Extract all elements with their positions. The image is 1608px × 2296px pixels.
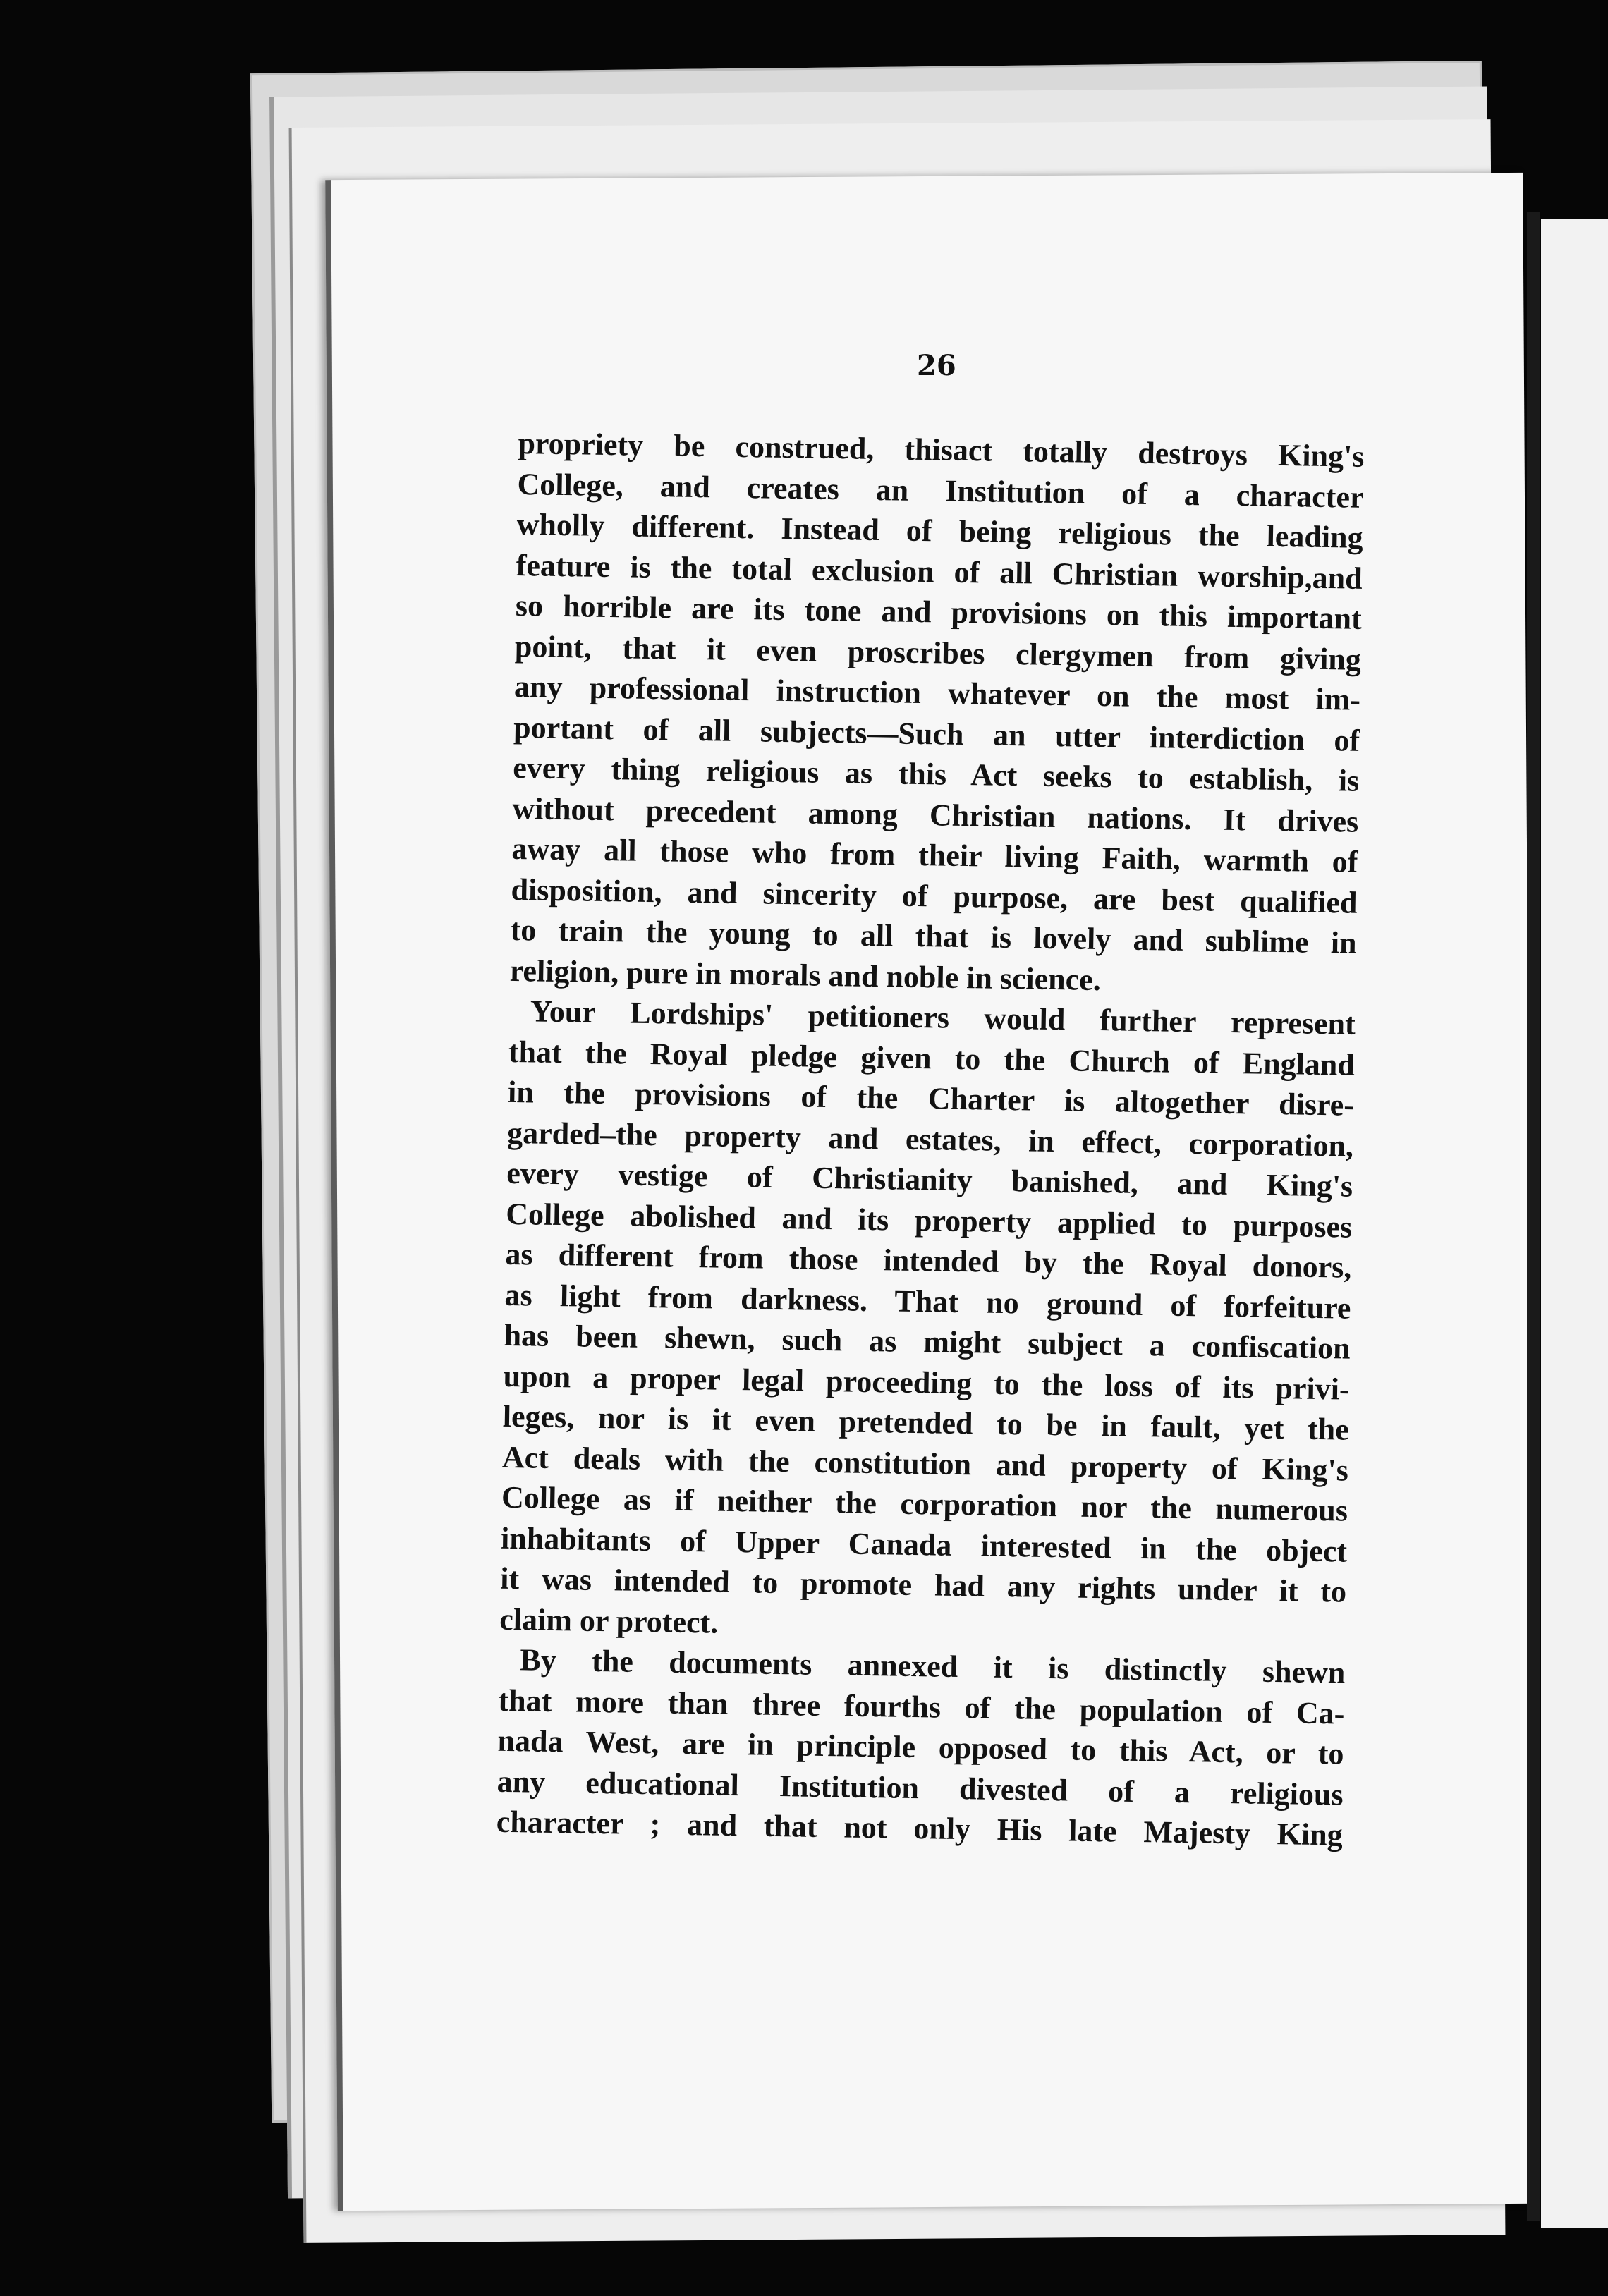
page-edge-shadow: [1527, 212, 1540, 2221]
text-line: claim or protect.: [499, 1601, 719, 1640]
text-line: that the Royal pledge given to the Church of England: [508, 1034, 1356, 1082]
text-line: every vestige of Christianity banished, and King's: [506, 1155, 1353, 1204]
page-number: 26: [917, 349, 956, 382]
text-line: feature is the total exclusion of all Christian worship,and: [516, 547, 1363, 596]
text-line: so horrible are its tone and provisions on this important: [515, 587, 1363, 636]
text-line: as different from those intended by the Royal donors,: [505, 1236, 1352, 1285]
text-line: disposition, and sincerity of purpose, are best qualified: [511, 872, 1358, 920]
text-line: as light from darkness. That no ground of forfeiture: [504, 1277, 1351, 1326]
text-line: College, and creates an Institution of a character: [517, 466, 1364, 515]
text-line: that more than three fourths of the population of Ca-: [498, 1683, 1345, 1731]
text-line: in the provisions of the Charter is altogether disre-: [507, 1074, 1355, 1123]
text-line: religion, pure in morals and noble in science.: [509, 953, 1102, 997]
text-line: inhabitants of Upper Canada interested in the object: [500, 1520, 1348, 1569]
text-line: wholly different. Instead of being religious the leading: [516, 506, 1363, 555]
text-line: any educational Institution divested of a religious: [497, 1764, 1344, 1812]
text-line: any professional instruction whatever on the most im-: [513, 668, 1361, 717]
text-line: leges, nor is it even pretended to be in fault, yet the: [502, 1398, 1350, 1447]
text-line: to train the young to all that is lovely and sublime in: [510, 912, 1357, 960]
text-line: has been shewn, such as might subject a confiscation: [504, 1317, 1351, 1366]
text-line: propriety be construed, thisact totally destroys King's: [518, 425, 1365, 474]
text-line: away all those who from their living Faith, warmth of: [511, 831, 1358, 879]
text-line: Act deals with the constitution and property of King's: [501, 1439, 1349, 1488]
body-text: [496, 423, 1364, 1855]
text-line: point, that it even proscribes clergymen from giving: [514, 628, 1362, 677]
text-line: Your Lordships' petitioners would further represent: [530, 994, 1356, 1042]
text-line: nada West, are in principle opposed to this Act, or to: [497, 1723, 1344, 1771]
text-line: By the documents annexed it is distinctly shewn: [520, 1642, 1346, 1690]
text-line: it was intended to promote had any rights under it to: [499, 1561, 1347, 1609]
text-line: College abolished and its property applied to purposes: [506, 1196, 1353, 1245]
text-line: College as if neither the corporation nor the numerous: [501, 1479, 1348, 1528]
text-line: garded–the property and estates, in effect, corporation,: [506, 1115, 1354, 1164]
text-line: portant of all subjects—Such an utter interdiction of: [513, 709, 1360, 758]
text-line: character ; and that not only His late Majesty King: [496, 1804, 1344, 1852]
text-line: every thing religious as this Act seeks to establish, is: [512, 750, 1360, 798]
text-line: without precedent among Christian nations. It drives: [512, 790, 1359, 839]
text-line: upon a proper legal proceeding to the loss of its privi-: [503, 1358, 1351, 1407]
adjacent-page-strip: [1541, 219, 1608, 2228]
